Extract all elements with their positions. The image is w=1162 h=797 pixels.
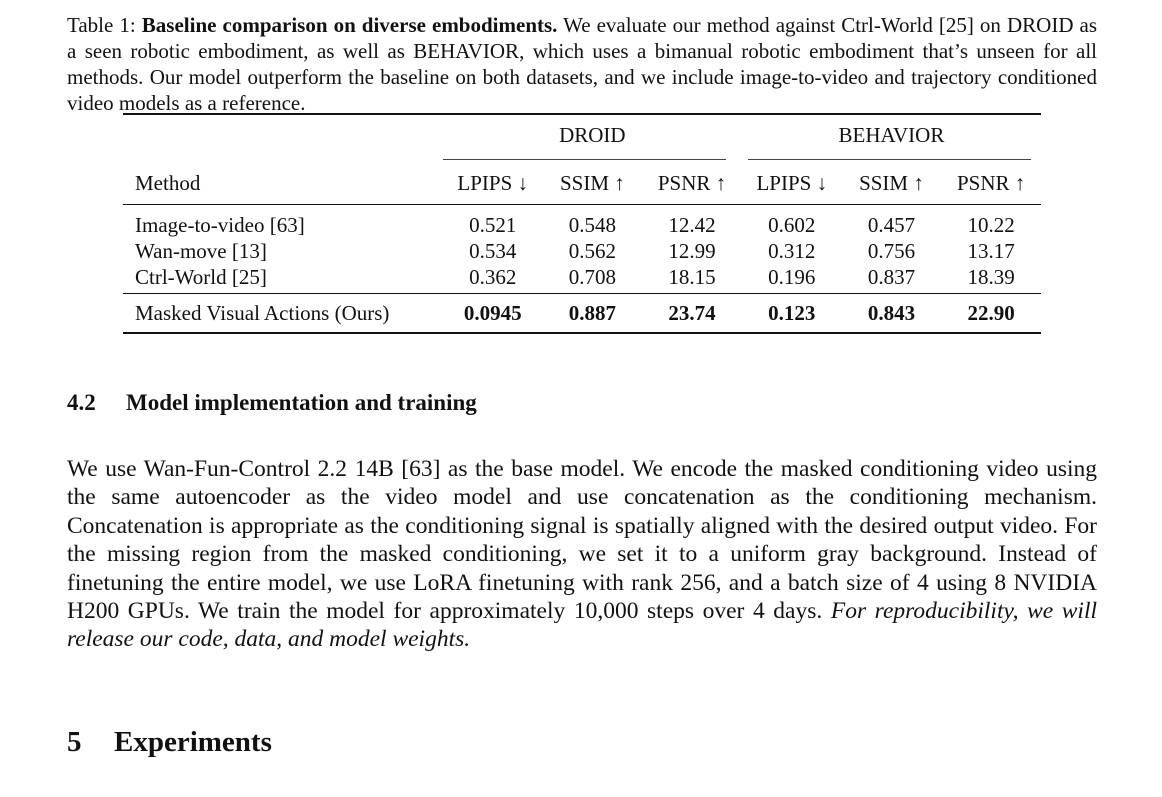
metric-cell: 0.521 [469,213,517,237]
metric-cell: 10.22 [967,213,1015,237]
caption-label: Table 1: [67,13,136,37]
column-header-droid-ssim: SSIM ↑ [543,158,643,205]
body-text: We use Wan-Fun-Control 2.2 14B [63] as the base model. We encode the masked conditioning video using the same autoencoder as the video model and use concatenation as the conditioning mechanism. Concatenation is appropriate as the conditioning signal is spatially aligned with the desired output video. For the missing region from the masked conditioning, we set it to a uniform gray background. Instead of finetuning the entire model, we use LoRA finetuning with rank 256, and a batch size of 4 using 8 NVIDIA H200 GPUs. We train the model for approximately 10,000 steps over 4 days. [67,456,1097,625]
metric-cell-bold: 0.0945 [463,301,522,325]
table-row [123,238,1041,264]
results-table [123,113,1041,334]
metric-cell: 0.562 [568,239,617,263]
metric-cell: 0.756 [867,239,916,263]
metric-cell-bold: 0.123 [768,301,816,325]
method-name-cell: Masked Visual Actions (Ours) [135,301,390,325]
metric-cell: 13.17 [967,239,1015,263]
group-header-behavior: BEHAVIOR [742,114,1041,158]
table-row [123,205,1041,239]
metric-cell: 0.362 [443,264,543,294]
metric-cell: 0.196 [742,264,842,294]
metric-cell: 0.602 [768,213,816,237]
metric-cell-bold: 23.74 [668,301,716,325]
metric-cell-bold: 22.90 [967,301,1015,325]
metric-cell: 12.42 [668,213,716,237]
subsection-title: Model implementation and training [126,390,477,415]
method-name-cell: Wan-move [13] [135,239,267,263]
table-header-row [123,158,1041,205]
section-number: 5 [67,726,82,758]
column-header-behavior-psnr: PSNR ↑ [941,158,1041,205]
metric-cell: 18.39 [941,264,1041,294]
section-heading [67,726,272,759]
metric-cell-bold: 0.887 [568,301,617,325]
ours-row-group [123,294,1041,334]
body-text-italic: For reproducibility, we will release our code, data, and model weights. [67,598,1098,653]
metric-cell: 0.548 [568,213,617,237]
metric-cell: 0.837 [842,264,942,294]
group-header-droid: DROID [443,114,742,158]
column-header-behavior-lpips: LPIPS ↓ [742,158,842,205]
metric-cell-bold: 0.843 [867,301,916,325]
baseline-rows [123,205,1041,294]
section-title: Experiments [114,726,272,758]
metric-cell: 12.99 [668,239,716,263]
column-header-droid-lpips: LPIPS ↓ [443,158,543,205]
column-header-method: Method [123,158,443,205]
column-header-behavior-ssim: SSIM ↑ [842,158,942,205]
metric-cell: 0.312 [768,239,816,263]
method-name-cell: Ctrl-World [25] [123,264,443,294]
table-group-header-row [123,114,1041,158]
body-paragraph [67,455,1097,654]
metric-cell: 18.15 [642,264,742,294]
metric-cell: 0.708 [543,264,643,294]
table-row-ours [123,294,1041,334]
column-header-droid-psnr: PSNR ↑ [642,158,742,205]
table-row [123,264,1041,294]
metric-cell: 0.534 [469,239,517,263]
caption-text: We evaluate our method against Ctrl-World [25] on DROID as a seen robotic embodiment, as well as BEHAVIOR, which uses a bimanual robotic embodiment that’s unseen for all methods. Our model outperform the baseline on both datasets, and we include image-to-video and trajectory conditioned video models as a reference. [67,13,1098,115]
group-header-spacer [123,114,443,158]
subsection-heading [67,390,477,416]
method-name-cell: Image-to-video [63] [135,213,305,237]
table-caption [67,12,1097,116]
metric-cell: 0.457 [867,213,916,237]
subsection-number: 4.2 [67,390,96,415]
caption-title: Baseline comparison on diverse embodiments. [141,13,558,37]
